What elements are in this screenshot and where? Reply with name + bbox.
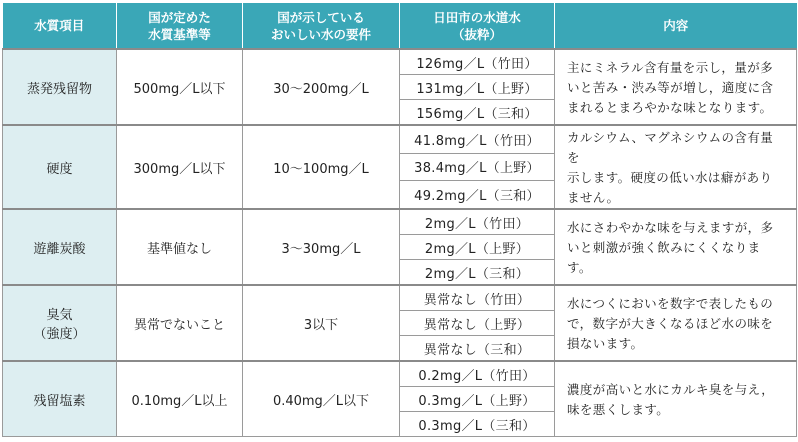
standard-cell: 0.10mg／L以上: [117, 361, 243, 437]
water-quality-table: [2, 3, 797, 437]
hita-cell: 126mg／L（竹田）: [400, 49, 555, 75]
item-cell: 硬度: [3, 125, 117, 209]
hita-cell: 0.2mg／L（竹田）: [400, 361, 555, 387]
description-cell: カルシウム、マグネシウムの含有量を 示します。硬度の低い水は癖があり ません。: [555, 125, 797, 209]
description-cell: 主にミネラル含有量を示し，量が多 いと苦み・渋み等が増し，適度に含 まれるとまろやかな味となります。: [555, 49, 797, 125]
hita-cell: 131mg／L（上野）: [400, 75, 555, 100]
table-row: [3, 209, 797, 235]
hita-cell: 2mg／L（上野）: [400, 235, 555, 260]
hita-cell: 156mg／L（三和）: [400, 100, 555, 126]
tasty-cell: 3～30mg／L: [243, 209, 400, 285]
hita-cell: 2mg／L（三和）: [400, 260, 555, 286]
header-item: 水質項目: [3, 3, 117, 49]
hita-cell: 0.3mg／L（上野）: [400, 387, 555, 412]
header-hita-water: 日田市の水道水 （抜粋）: [400, 3, 555, 49]
table-row: [3, 361, 797, 387]
header-tasty-water: 国が示している おいしい水の要件: [243, 3, 400, 49]
hita-cell: 異常なし（三和）: [400, 336, 555, 362]
item-cell: 遊離炭酸: [3, 209, 117, 285]
table-row: [3, 49, 797, 75]
table-header-row: [3, 3, 797, 49]
standard-cell: 異常でないこと: [117, 285, 243, 361]
description-cell: 水につくにおいを数字で表したもの で，数字が大きくなるほど水の味を 損ないます。: [555, 285, 797, 361]
header-standard: 国が定めた 水質基準等: [117, 3, 243, 49]
hita-cell: 49.2mg／L（三和）: [400, 181, 555, 209]
water-quality-table-container: [2, 3, 796, 439]
item-cell: 臭気 （強度）: [3, 285, 117, 361]
description-cell: 水にさわやかな味を与えますが，多 いと刺激が強く飲みにくくなります。: [555, 209, 797, 285]
header-description: 内容: [555, 3, 797, 49]
hita-cell: 0.3mg／L（三和）: [400, 412, 555, 437]
description-cell: 濃度が高いと水にカルキ臭を与え， 味を悪くします。: [555, 361, 797, 437]
hita-cell: 41.8mg／L（竹田）: [400, 125, 555, 153]
hita-cell: 異常なし（竹田）: [400, 285, 555, 311]
tasty-cell: 30～200mg／L: [243, 49, 400, 125]
hita-cell: 異常なし（上野）: [400, 311, 555, 336]
hita-cell: 2mg／L（竹田）: [400, 209, 555, 235]
tasty-cell: 10～100mg／L: [243, 125, 400, 209]
item-cell: 蒸発残留物: [3, 49, 117, 125]
table-row: [3, 125, 797, 153]
tasty-cell: 0.40mg／L以下: [243, 361, 400, 437]
tasty-cell: 3以下: [243, 285, 400, 361]
item-cell: 残留塩素: [3, 361, 117, 437]
standard-cell: 基準値なし: [117, 209, 243, 285]
standard-cell: 300mg／L以下: [117, 125, 243, 209]
standard-cell: 500mg／L以下: [117, 49, 243, 125]
hita-cell: 38.4mg／L（上野）: [400, 153, 555, 181]
table-row: [3, 285, 797, 311]
